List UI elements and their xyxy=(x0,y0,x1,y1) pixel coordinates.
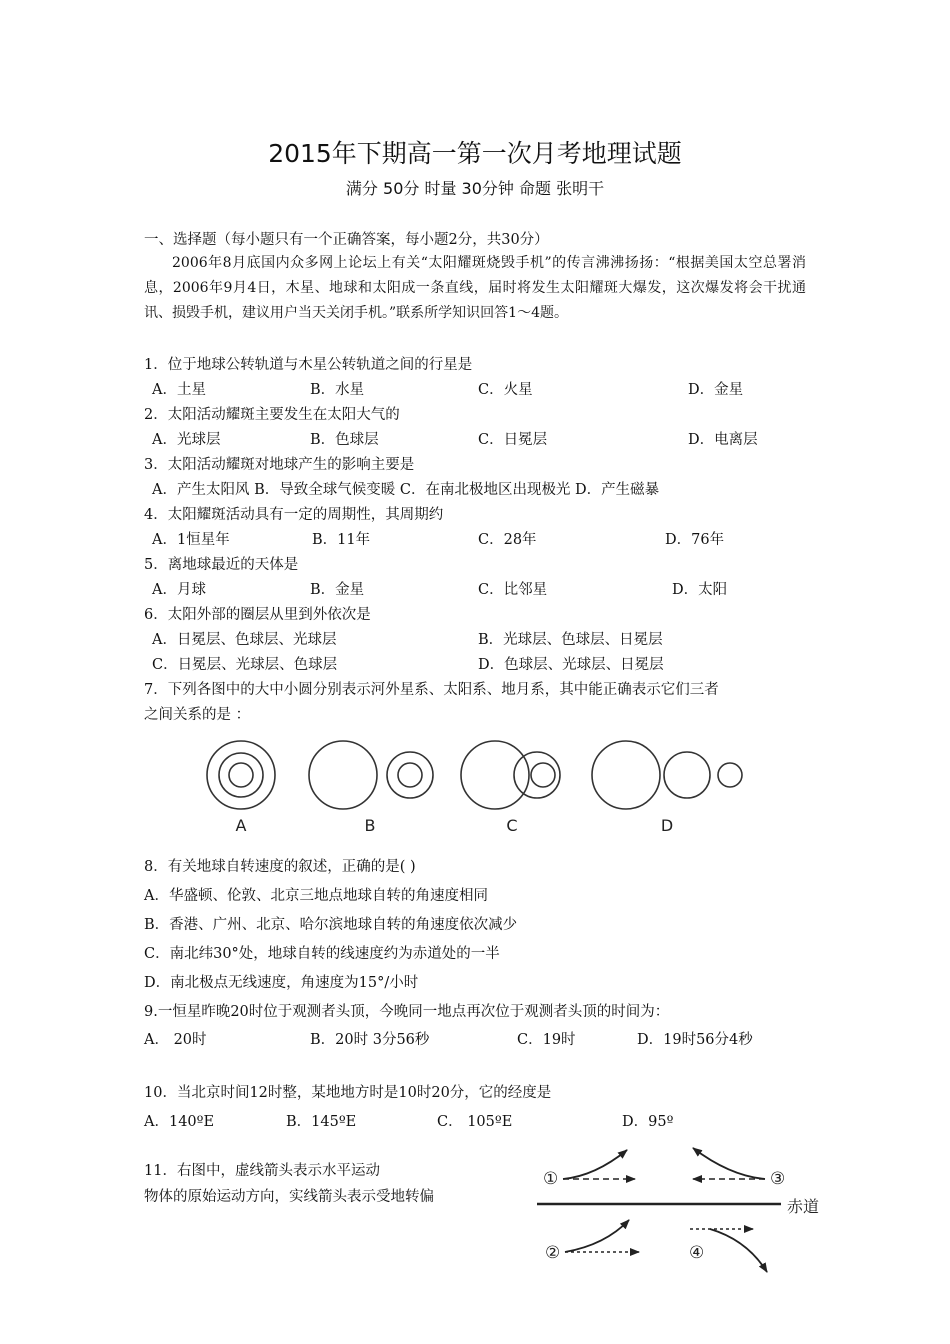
q5-option-d: D．太阳 xyxy=(672,582,728,598)
q2-option-c: C．日冕层 xyxy=(478,432,548,448)
q8-option-b: B．香港、广州、北京、哈尔滨地球自转的角速度依次减少 xyxy=(144,917,518,933)
mark-1: ① xyxy=(543,1169,559,1189)
q8-option-a: A．华盛顿、伦敦、北京三地点地球自转的角速度相同 xyxy=(144,888,488,904)
mark-4: ④ xyxy=(689,1243,705,1263)
q4-option-d: D．76年 xyxy=(665,532,725,548)
q5-option-c: C．比邻星 xyxy=(478,582,548,598)
nested-circles-diagram xyxy=(195,730,755,842)
arrow-4-solid xyxy=(710,1229,767,1272)
diagram-label-d: D xyxy=(660,816,674,835)
q10-option-a: A．140ºE xyxy=(144,1114,215,1130)
question-9: 9.一恒星昨晚20时位于观测者头顶，今晚同一地点再次位于观测者头顶的时间为： xyxy=(144,1004,670,1020)
q9-option-a: A． 20时 xyxy=(144,1032,207,1048)
q6-option-d: D．色球层、光球层、日冕层 xyxy=(478,657,664,673)
option-b-small-circle xyxy=(398,763,422,787)
q1-option-b: B．水星 xyxy=(310,382,365,398)
question-11: 11．右图中，虚线箭头表示水平运动 xyxy=(144,1163,380,1179)
q9-option-c: C．19时 xyxy=(517,1032,576,1048)
equator-label: 赤道 xyxy=(787,1197,820,1216)
mark-3: ③ xyxy=(770,1169,786,1189)
arrow-3-solid xyxy=(693,1148,765,1179)
question-1: 1．位于地球公转轨道与木星公转轨道之间的行星是 xyxy=(144,357,473,373)
q5-option-a: A．月球 xyxy=(152,582,206,598)
q2-option-a: A．光球层 xyxy=(152,432,221,448)
question-11-cont: 物体的原始运动方向，实线箭头表示受地转偏 xyxy=(144,1189,434,1205)
q2-option-b: B．色球层 xyxy=(310,432,379,448)
q1-option-a: A．土星 xyxy=(152,382,206,398)
q9-option-d: D．19时56分4秒 xyxy=(637,1032,753,1048)
q4-option-b: B．11年 xyxy=(312,532,371,548)
question-8: 8．有关地球自转速度的叙述，正确的是( ) xyxy=(144,859,416,875)
question-7: 7．下列各图中的大中小圆分别表示河外星系、太阳系、地月系，其中能正确表示它们三者 xyxy=(144,682,719,698)
q1-option-d: D．金星 xyxy=(688,382,744,398)
q8-option-c: C．南北纬30°处，地球自转的线速度约为赤道处的一半 xyxy=(144,946,500,962)
q3-options: A．产生太阳风 B．导致全球气候变暖 C．在南北极地区出现极光 D．产生磁暴 xyxy=(152,482,660,498)
q6-option-a: A．日冕层、色球层、光球层 xyxy=(152,632,337,648)
option-c-small-circle xyxy=(531,763,555,787)
option-d-medium-circle xyxy=(664,752,710,798)
q2-option-d: D．电离层 xyxy=(688,432,758,448)
q1-option-c: C．火星 xyxy=(478,382,533,398)
page-title: 2015年下期高一第一次月考地理试题 xyxy=(268,139,682,168)
q8-option-d: D．南北极点无线速度，角速度为15°/小时 xyxy=(144,975,419,991)
option-c-large-circle xyxy=(461,741,529,809)
section-heading: 一、选择题（每小题只有一个正确答案，每小题2分，共30分） xyxy=(144,232,549,248)
diagram-label-b: B xyxy=(364,816,376,835)
arrow-1-solid xyxy=(563,1150,627,1179)
question-6: 6．太阳外部的圈层从里到外依次是 xyxy=(144,607,371,623)
option-b-medium-circle xyxy=(387,752,433,798)
question-3: 3．太阳活动耀斑对地球产生的影响主要是 xyxy=(144,457,415,473)
q5-option-b: B．金星 xyxy=(310,582,365,598)
option-a-small-circle xyxy=(229,763,253,787)
exam-info: 满分 50分 时量 30分钟 命题 张明干 xyxy=(345,179,605,198)
intro-paragraph: 2006年8月底国内众多网上论坛上有关“太阳耀斑烧毁手机”的传言沸沸扬扬：“根据美国太空总署消息，2006年9月4日，木星、地球和太阳成一条直线，届时将发生太阳耀斑大爆发，这次爆发将会干扰通讯、损毁手机，建议用户当天关闭手机。”联系所学知识回答1～4题。 xyxy=(144,255,806,321)
option-d-small-circle xyxy=(718,763,742,787)
option-c-medium-circle xyxy=(514,752,560,798)
q4-option-a: A．1恒星年 xyxy=(152,532,230,548)
q10-option-d: D．95º xyxy=(622,1114,674,1130)
q4-option-c: C．28年 xyxy=(478,532,537,548)
mark-2: ② xyxy=(545,1243,561,1263)
question-5: 5．离地球最近的天体是 xyxy=(144,557,299,573)
q9-option-b: B．20时 3分56秒 xyxy=(310,1032,430,1048)
question-10: 10．当北京时间12时整，某地地方时是10时20分，它的经度是 xyxy=(144,1085,552,1101)
q10-option-b: B．145ºE xyxy=(286,1114,357,1130)
option-a-large-circle xyxy=(207,741,275,809)
diagram-label-a: A xyxy=(235,816,247,835)
question-7-cont: 之间关系的是 ： xyxy=(144,707,251,723)
question-4: 4．太阳耀斑活动具有一定的周期性，其周期约 xyxy=(144,507,444,523)
q6-option-c: C．日冕层、光球层、色球层 xyxy=(152,657,338,673)
option-b-large-circle xyxy=(309,741,377,809)
option-d-large-circle xyxy=(592,741,660,809)
diagram-label-c: C xyxy=(506,816,518,835)
coriolis-deflection-diagram xyxy=(535,1140,835,1280)
q10-option-c: C． 105ºE xyxy=(437,1114,513,1130)
question-2: 2．太阳活动耀斑主要发生在太阳大气的 xyxy=(144,407,400,423)
arrow-2-solid xyxy=(565,1220,629,1252)
q6-option-b: B．光球层、色球层、日冕层 xyxy=(478,632,663,648)
option-a-medium-circle xyxy=(219,753,263,797)
